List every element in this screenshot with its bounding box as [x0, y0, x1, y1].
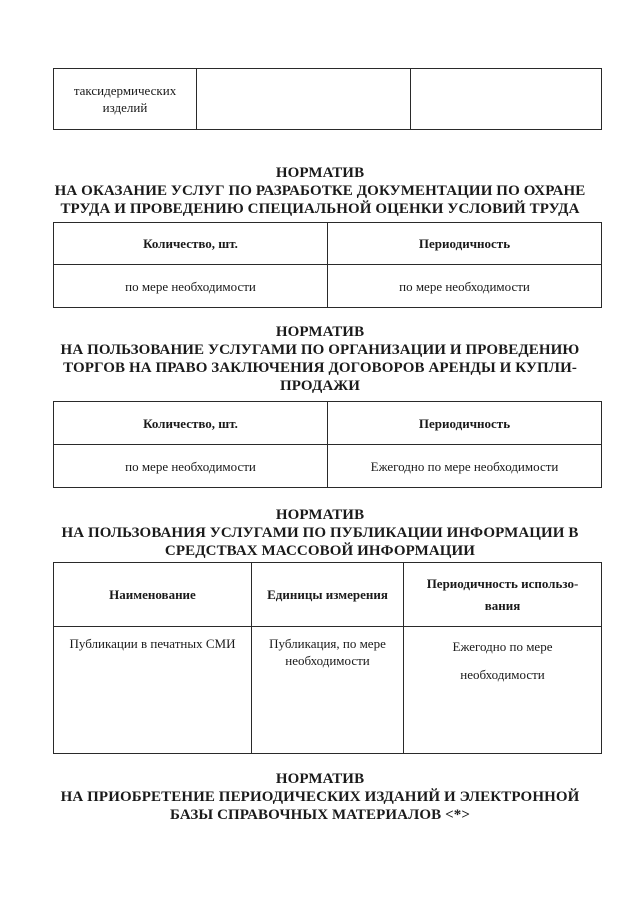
section-1-title: НОРМАТИВ — [275, 165, 365, 181]
section-3-title: НОРМАТИВ — [275, 507, 365, 523]
header-cell-periodicity: Периодичность — [328, 402, 602, 445]
section-3-subtitle-line: НА ПОЛЬЗОВАНИЯ УСЛУГАМИ ПО ПУБЛИКАЦИИ ИНФОРМАЦИИ В — [61, 525, 579, 541]
section-2-title: НОРМАТИВ — [275, 324, 365, 340]
header-cell-units: Единицы измерения — [252, 563, 404, 627]
header-cell-periodicity: Периодичность — [328, 223, 602, 265]
section-2-heading — [30, 323, 610, 395]
section-3-table — [53, 562, 602, 754]
section-3-subtitle-line: СРЕДСТВАХ МАССОВОЙ ИНФОРМАЦИИ — [164, 543, 476, 559]
header-cell-usage-periodicity: Периодичность использо- вания — [404, 563, 602, 627]
header-cell-name: Наименование — [54, 563, 252, 627]
value-cell-name: Публикации в печатных СМИ — [54, 627, 252, 754]
value-cell-usage-periodicity: Ежегодно по мере необходимости — [404, 627, 602, 754]
continuation-cell-empty — [411, 69, 602, 130]
section-1-subtitle-line: ТРУДА И ПРОВЕДЕНИЮ СПЕЦИАЛЬНОЙ ОЦЕНКИ УСЛОВИЙ ТРУДА — [60, 201, 580, 217]
section-4-subtitle-line: НА ПРИОБРЕТЕНИЕ ПЕРИОДИЧЕСКИХ ИЗДАНИЙ И ЭЛЕКТРОННОЙ — [60, 789, 580, 805]
section-2-subtitle-line: НА ПОЛЬЗОВАНИЕ УСЛУГАМИ ПО ОРГАНИЗАЦИИ И ПРОВЕДЕНИЮ — [60, 342, 580, 358]
value-cell-periodicity: Ежегодно по мере необходимости — [328, 445, 602, 488]
section-2-table — [53, 401, 602, 488]
value-cell-quantity: по мере необходимости — [54, 445, 328, 488]
value-cell-periodicity: по мере необходимости — [328, 265, 602, 308]
section-1-subtitle-line: НА ОКАЗАНИЕ УСЛУГ ПО РАЗРАБОТКЕ ДОКУМЕНТАЦИИ ПО ОХРАНЕ — [54, 183, 586, 199]
section-3-heading — [30, 506, 610, 560]
header-cell-quantity: Количество, шт. — [54, 402, 328, 445]
section-1-heading — [30, 164, 610, 218]
continuation-cell-empty — [197, 69, 411, 130]
continuation-table — [53, 68, 602, 130]
section-1-table — [53, 222, 602, 308]
value-cell-quantity: по мере необходимости — [54, 265, 328, 308]
section-4-title: НОРМАТИВ — [275, 771, 365, 787]
section-2-subtitle-line: ПРОДАЖИ — [279, 378, 360, 394]
section-2-subtitle-line: ТОРГОВ НА ПРАВО ЗАКЛЮЧЕНИЯ ДОГОВОРОВ АРЕНДЫ И КУПЛИ- — [63, 360, 577, 376]
section-4-subtitle-line: БАЗЫ СПРАВОЧНЫХ МАТЕРИАЛОВ <*> — [170, 807, 470, 823]
continuation-cell-name: таксидермических изделий — [54, 69, 197, 130]
header-cell-quantity: Количество, шт. — [54, 223, 328, 265]
section-4-heading — [30, 770, 610, 824]
value-cell-units: Публикация, по мере необходимости — [252, 627, 404, 754]
